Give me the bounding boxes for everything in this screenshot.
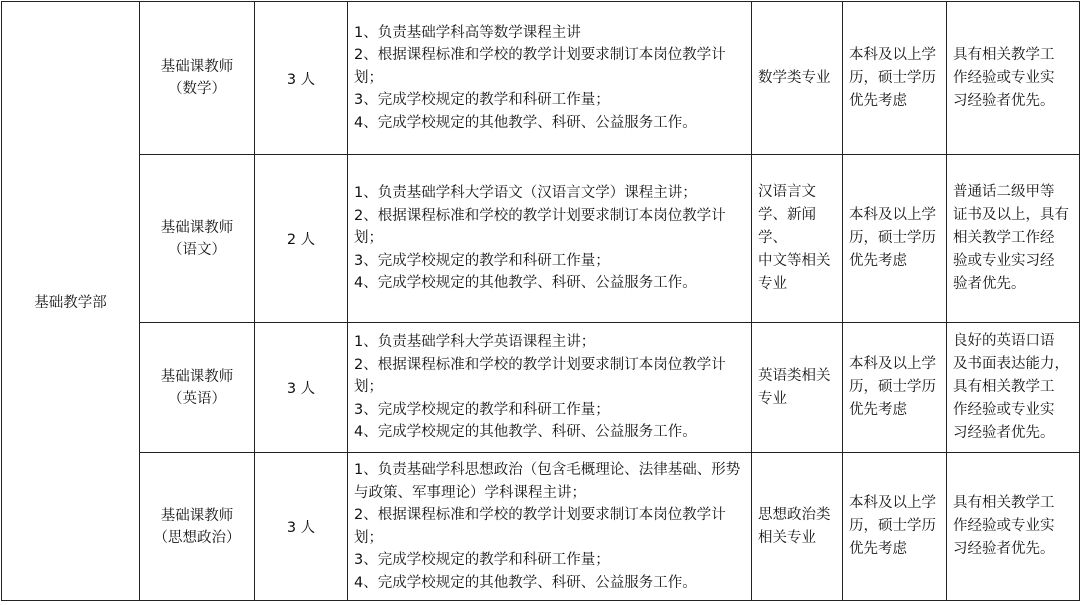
- requirement-line: 普通话二级甲等: [953, 184, 1055, 200]
- education-cell: [843, 2, 947, 155]
- requirement-line: 及书面表达能力，: [953, 356, 1069, 372]
- education-line: 优先考虑: [849, 541, 907, 557]
- position-title: 基础课教师: [160, 368, 234, 385]
- requirement-line: 具有相关教学工: [953, 46, 1055, 63]
- duty-item: 2、根据课程标准和学校的教学计划要求制订本岗位教学计划；: [354, 356, 726, 396]
- requirement-line: 具有相关教学工: [953, 495, 1055, 511]
- major-line: 数学类专业: [758, 69, 831, 86]
- requirement-line: 作经验或专业实: [953, 402, 1055, 418]
- duty-item: 4、完成学校规定的其他教学、科研、公益服务工作。: [354, 275, 697, 292]
- headcount-cell: 3 人: [255, 453, 348, 601]
- duty-item: 1、负责基础学科高等数学课程主讲: [354, 24, 581, 41]
- duty-item: 3、完成学校规定的教学和科研工作量；: [354, 252, 610, 269]
- major-line: 英语类相关: [758, 367, 831, 384]
- table-row: [2, 155, 1080, 323]
- duty-item: 2、根据课程标准和学校的教学计划要求制订本岗位教学计划；: [354, 47, 726, 86]
- duties-cell: [348, 453, 752, 601]
- duty-item: 1、负责基础学科大学英语课程主讲；: [354, 334, 596, 351]
- position-title: 基础课教师: [160, 507, 234, 524]
- duty-item: 2、根据课程标准和学校的教学计划要求制订本岗位教学计划；: [354, 507, 726, 546]
- recruitment-table: [1, 1, 1080, 601]
- table-row: [2, 2, 1080, 155]
- duty-item: 2、根据课程标准和学校的教学计划要求制订本岗位教学计划；: [354, 207, 726, 247]
- requirement-cell: [947, 323, 1080, 453]
- headcount-cell: 3 人: [255, 2, 348, 155]
- requirement-line: 良好的英语口语: [953, 333, 1055, 349]
- major-cell: [752, 453, 843, 601]
- position-title: 基础课教师: [160, 219, 234, 236]
- major-line: 中文等相关: [758, 253, 831, 269]
- position-cell: [140, 155, 255, 323]
- education-line: 历，硕士学历: [849, 69, 936, 86]
- requirement-line: 习经验者优先。: [953, 425, 1055, 441]
- major-line: 汉语言文: [758, 184, 816, 200]
- duty-item: 3、完成学校规定的教学和科研工作量；: [354, 401, 610, 418]
- department-cell: 基础教学部: [2, 2, 140, 601]
- requirement-line: 习经验者优先。: [953, 92, 1055, 109]
- position-subject: （数学）: [168, 81, 226, 97]
- education-line: 优先考虑: [849, 402, 907, 418]
- requirement-cell: [947, 453, 1080, 601]
- education-cell: [843, 155, 947, 323]
- duty-item: 4、完成学校规定的其他教学、科研、公益服务工作。: [354, 574, 697, 591]
- major-line: 思想政治类: [758, 506, 831, 523]
- major-line: 专业: [758, 390, 787, 407]
- duty-item: 1、负责基础学科思想政治（包含毛概理论、法律基础、形势: [354, 462, 741, 478]
- requirement-line: 相关教学工作经: [953, 230, 1055, 246]
- position-subject: （语文）: [168, 241, 226, 258]
- major-cell: [752, 2, 843, 155]
- position-cell: [140, 323, 255, 453]
- requirement-line: 验者优先。: [953, 276, 1026, 292]
- table-row: [2, 453, 1080, 601]
- duty-item: 3、完成学校规定的教学和科研工作量；: [354, 92, 610, 109]
- requirement-cell: [947, 2, 1080, 155]
- requirement-line: 证书及以上，具有: [953, 207, 1069, 223]
- duties-cell: [348, 2, 752, 155]
- education-line: 优先考虑: [849, 92, 907, 109]
- requirement-line: 作经验或专业实: [953, 518, 1055, 534]
- requirement-line: 具有相关教学工: [953, 379, 1055, 395]
- duties-cell: [348, 323, 752, 453]
- position-cell: [140, 2, 255, 155]
- duty-item: 1、负责基础学科大学语文（汉语言文学）课程主讲；: [354, 185, 697, 202]
- table-row: [2, 323, 1080, 453]
- requirement-line: 作经验或专业实: [953, 69, 1055, 86]
- education-line: 历，硕士学历: [849, 379, 936, 395]
- requirement-line: 习经验者优先。: [953, 541, 1055, 557]
- position-subject: （思想政治）: [153, 529, 241, 546]
- duty-item: 与政策、军事理论）学科课程主讲；: [354, 484, 586, 501]
- major-cell: [752, 155, 843, 323]
- duties-cell: [348, 155, 752, 323]
- education-line: 本科及以上学: [849, 356, 936, 372]
- headcount-cell: 3 人: [255, 323, 348, 453]
- position-title: 基础课教师: [160, 59, 234, 75]
- education-cell: [843, 453, 947, 601]
- duty-item: 4、完成学校规定的其他教学、科研、公益服务工作。: [354, 424, 697, 441]
- education-cell: [843, 323, 947, 453]
- duty-item: 4、完成学校规定的其他教学、科研、公益服务工作。: [354, 114, 697, 131]
- education-line: 历，硕士学历: [849, 518, 936, 534]
- education-line: 优先考虑: [849, 253, 907, 269]
- headcount-cell: 2 人: [255, 155, 348, 323]
- major-line: 专业: [758, 276, 787, 292]
- position-cell: [140, 453, 255, 601]
- major-cell: [752, 323, 843, 453]
- major-line: 相关专业: [758, 529, 816, 546]
- requirement-cell: [947, 155, 1080, 323]
- education-line: 历，硕士学历: [849, 230, 936, 246]
- education-line: 本科及以上学: [849, 207, 936, 223]
- duty-item: 3、完成学校规定的教学和科研工作量；: [354, 552, 610, 568]
- education-line: 本科及以上学: [849, 46, 936, 63]
- requirement-line: 验或专业实习经: [953, 253, 1055, 269]
- major-line: 学、新闻学、: [758, 207, 816, 246]
- education-line: 本科及以上学: [849, 495, 936, 511]
- position-subject: （英语）: [168, 390, 226, 407]
